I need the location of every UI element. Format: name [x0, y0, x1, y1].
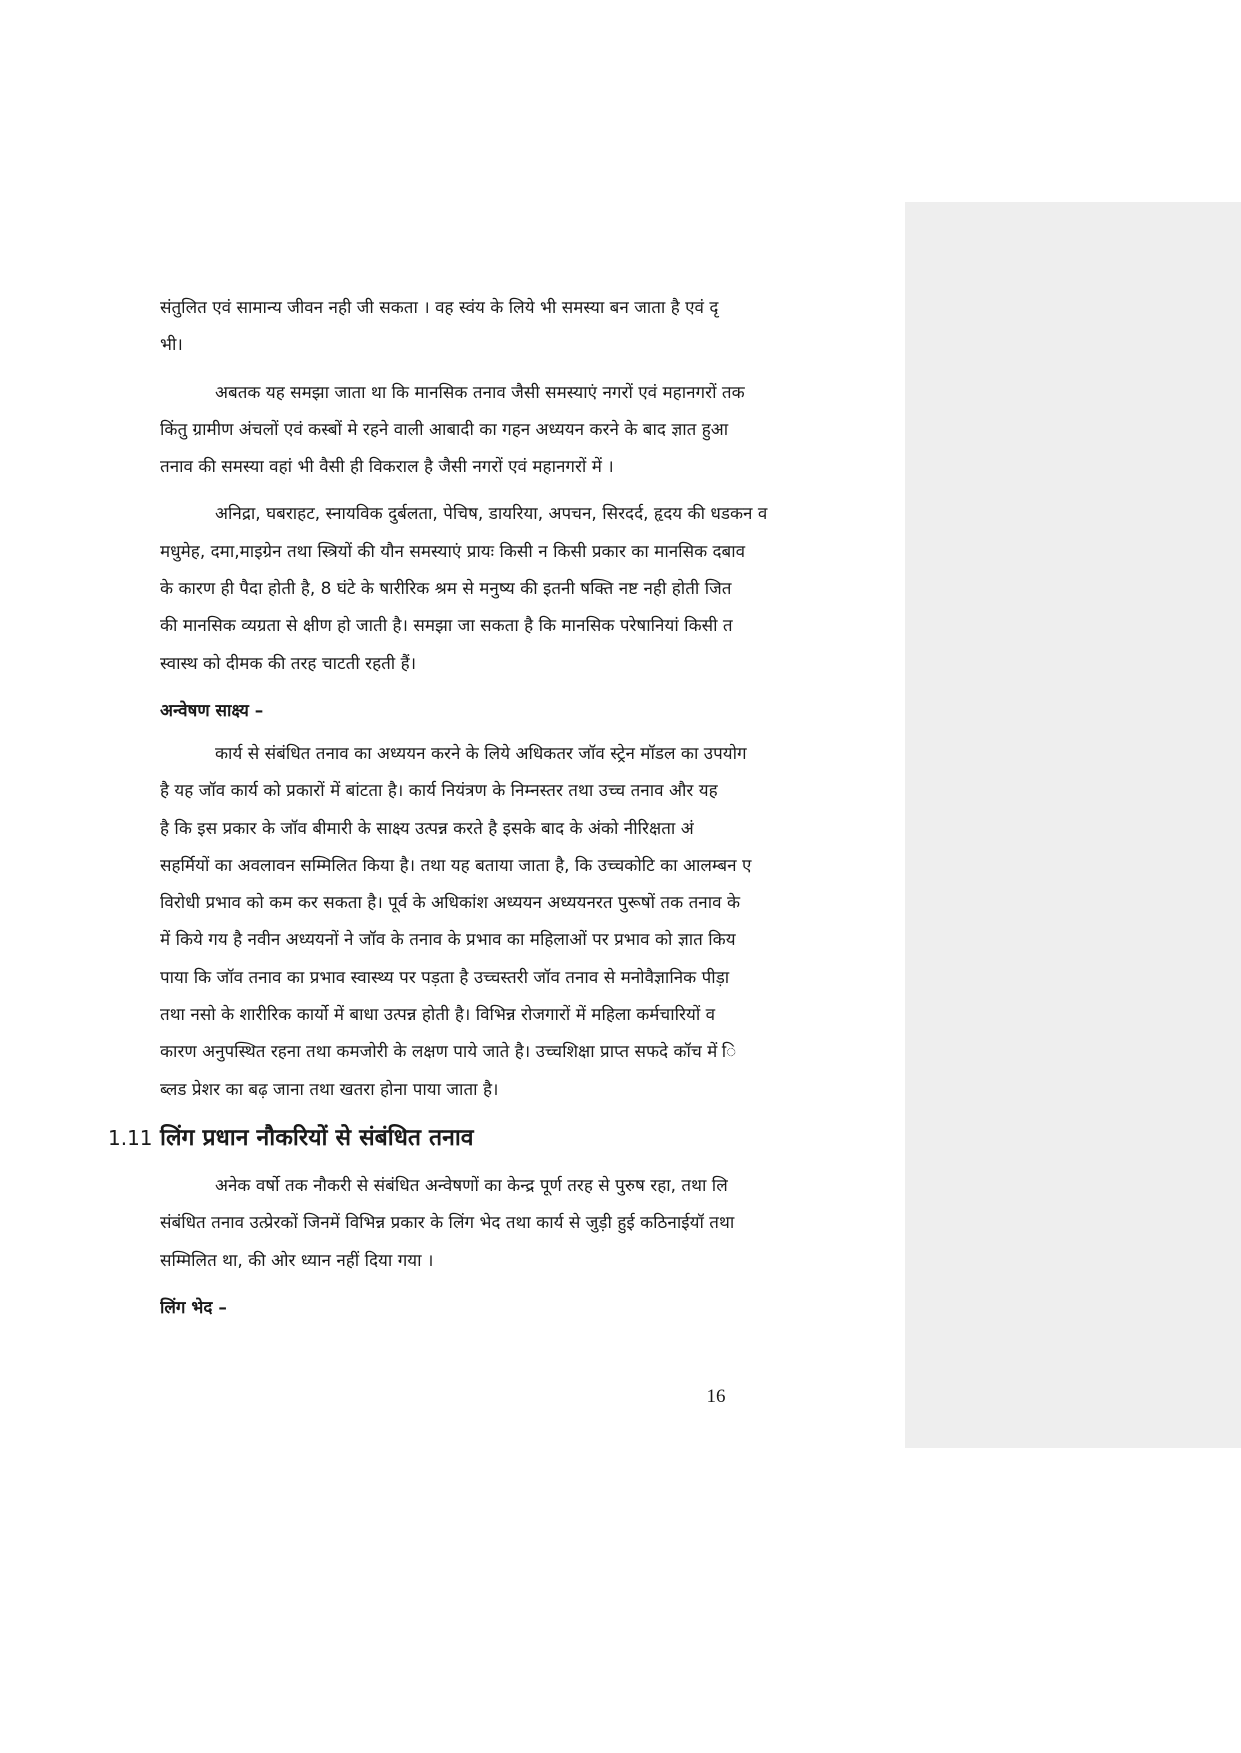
text-line: के कारण ही पैदा होती है, 8 घंटे के षारीरिक श्रम से मनुष्य की इतनी षक्ति नष्ट नही होती जित — [160, 579, 732, 600]
subheading: अन्वेषण साक्ष्य – — [160, 700, 264, 721]
paragraph — [160, 375, 902, 487]
text-line: है कि इस प्रकार के जॉव बीमारी के साक्ष्य उत्पन्न करते है इसके बाद के अंको नीरिक्षता अं — [160, 818, 694, 839]
text-line: मधुमेह, दमा,माइग्रेन तथा स्त्रियों की यौन समस्याएं प्रायः किसी न किसी प्रकार का मानसिक दबाव — [160, 541, 746, 562]
text-line: कारण अनुपस्थित रहना तथा कमजोरी के लक्षण पाये जाते है। उच्चशिक्षा प्राप्त सफदे कॉच में ि — [160, 1042, 737, 1063]
text-line: तनाव की समस्या वहां भी वैसी ही विकराल है जैसी नगरों एवं महानगरों में । — [160, 457, 614, 478]
text-line: किंतु ग्रामीण अंचलों एवं कस्बों मे रहने वाली आबादी का गहन अध्ययन करने के बाद ज्ञात हुआ — [160, 419, 729, 440]
paragraph — [160, 290, 902, 365]
subheading: लिंग भेद – — [160, 1297, 227, 1318]
text-line: ब्लड प्रेशर का बढ़ जाना तथा खतरा होना पाया जाता है। — [160, 1079, 499, 1100]
text-line: संबंधित तनाव उत्प्रेरकों जिनमें विभिन्न प्रकार के लिंग भेद तथा कार्य से जुड़ी हुई कठिनाईयॉ तथा — [160, 1213, 735, 1234]
text-line: अबतक यह समझा जाता था कि मानसिक तनाव जैसी समस्याएं नगरों एवं महानगरों तक — [215, 382, 745, 403]
text-line: स्वास्थ को दीमक की तरह चाटती रहती हैं। — [160, 653, 417, 674]
section-heading — [108, 1122, 474, 1154]
text-line: सहर्मियों का अवलावन सम्मिलित किया है। तथा यह बताया जाता है, कि उच्चकोटि का आलम्बन ए — [160, 855, 752, 876]
text-line: संतुलित एवं सामान्य जीवन नही जी सकता । वह स्वंय के लिये भी समस्या बन जाता है एवं दृ — [160, 298, 719, 318]
text-line: तथा नसो के शारीरिक कार्यो में बाधा उत्पन्न होती है। विभिन्न रोजगारों में महिला कर्मचारियों व — [160, 1005, 716, 1026]
section-number: 1.11 — [108, 1126, 153, 1150]
text-line: कार्य से संबंधित तनाव का अध्ययन करने के लिये अधिकतर जॉव स्ट्रेन मॉडल का उपयोग — [215, 743, 747, 764]
text-line: अनिद्रा, घबराहट, स्नायविक दुर्बलता, पेचिष, डायरिया, अपचन, सिरदर्द, हृदय की धडकन व — [215, 504, 768, 525]
text-line: विरोधी प्रभाव को कम कर सकता है। पूर्व के अधिकांश अध्ययन अध्ययनरत पुरूषों तक तनाव के — [160, 893, 741, 914]
text-line: पाया कि जॉव तनाव का प्रभाव स्वास्थ्य पर पड़ता है उच्चस्तरी जॉव तनाव से मनोवैज्ञानिक पीड़ा — [160, 967, 730, 988]
text-line: की मानसिक व्यग्रता से क्षीण हो जाती है। समझा जा सकता है कि मानसिक परेषानियां किसी त — [160, 616, 733, 637]
text-line: सम्मिलित था, की ओर ध्यान नहीं दिया गया । — [160, 1250, 434, 1271]
paragraph — [160, 496, 902, 682]
comment-pane — [905, 202, 1241, 1448]
paragraph — [160, 1168, 902, 1280]
text-line: में किये गय है नवीन अध्ययनों ने जॉव के तनाव के प्रभाव का महिलाओं पर प्रभाव को ज्ञात किय — [160, 930, 736, 951]
page-number: 16 — [706, 1386, 726, 1407]
section-title: लिंग प्रधान नौकरियों से संबंधित तनाव — [160, 1125, 474, 1151]
section-body — [160, 1168, 902, 1408]
paragraph — [160, 736, 902, 1109]
text-line: है यह जॉव कार्य को प्रकारों में बांटता है। कार्य नियंत्रण के निम्नस्तर तथा उच्च तनाव और यह — [160, 781, 718, 802]
text-line: अनेक वर्षो तक नौकरी से संबंधित अन्वेषणों का केन्द्र पूर्ण तरह से पुरुष रहा, तथा लि — [215, 1176, 728, 1196]
text-line: भी। — [160, 335, 183, 356]
